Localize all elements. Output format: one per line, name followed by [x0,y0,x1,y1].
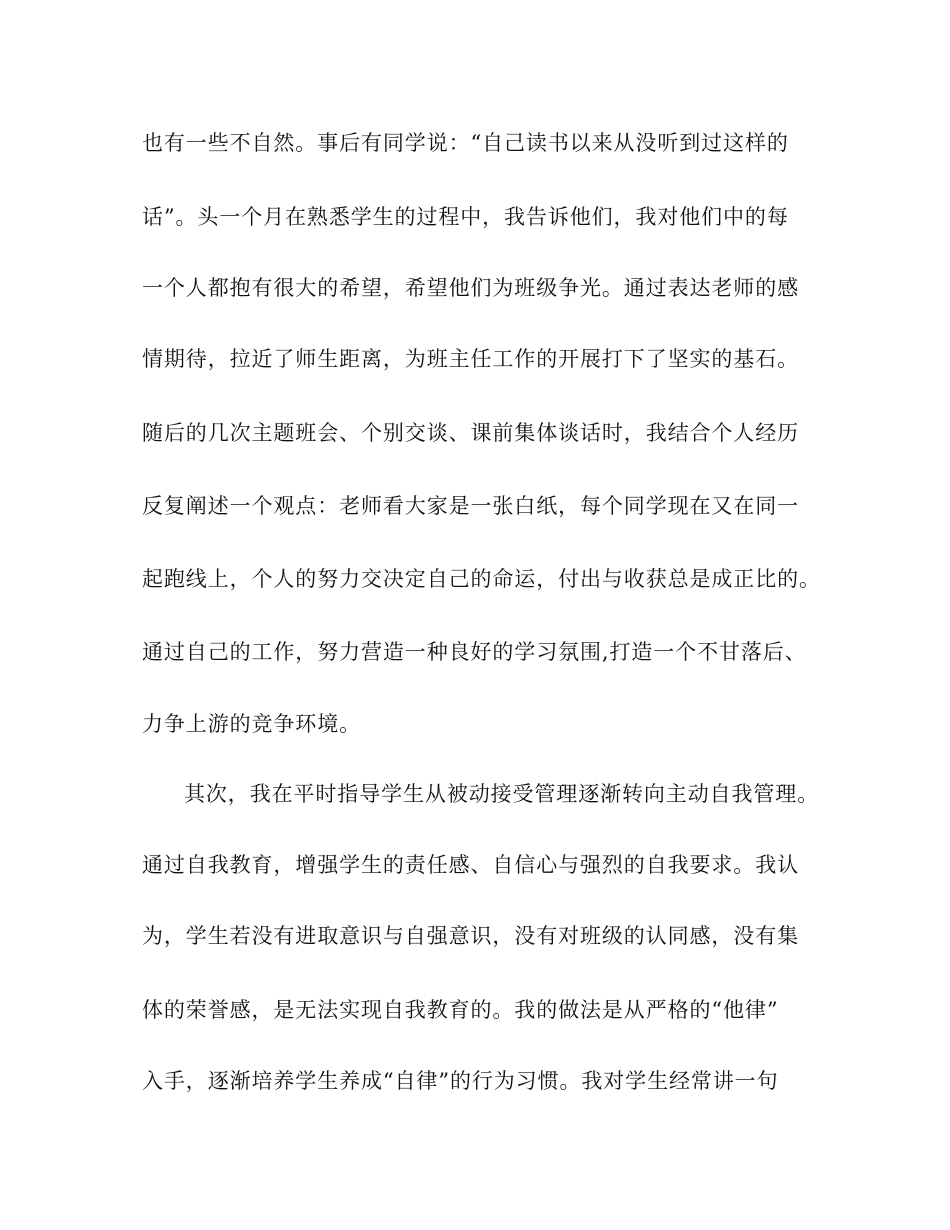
text-line-7: 起跑线上，个人的努力交决定自己的命运，付出与收获总是成正比的。 [142,567,821,591]
text-line-5: 随后的几次主题班会、个别交谈、课前集体谈话时，我结合个人经历 [142,421,799,445]
text-line-9: 力争上游的竞争环境。 [142,712,361,736]
text-line-8: 通过自己的工作，努力营造一种良好的学习氛围,打造一个不甘落后、 [142,640,807,664]
text-line-14: 入手，逐渐培养学生养成“自律”的行为习惯。我对学生经常讲一句 [142,1069,779,1093]
text-line-4: 情期待，拉近了师生距离，为班主任工作的开展打下了坚实的基石。 [142,347,799,371]
paragraph-2-first-line: 其次，我在平时指导学生从被动接受管理逐渐转向主动自我管理。 [184,782,820,806]
text-line-2: 话”。头一个月在熟悉学生的过程中，我告诉他们，我对他们中的每 [142,205,789,229]
text-line-12: 为，学生若没有进取意识与自强意识，没有对班级的认同感，没有集 [142,924,799,948]
text-line-3: 一个人都抱有很大的希望，希望他们为班级争光。通过表达老师的感 [142,276,799,300]
text-line-11: 通过自我教育，增强学生的责任感、自信心与强烈的自我要求。我认 [142,853,799,877]
text-line-13: 体的荣誉感，是无法实现自我教育的。我的做法是从严格的“他律” [142,998,779,1022]
text-line-1: 也有一些不自然。事后有同学说：“自己读书以来从没听到过这样的 [142,131,789,155]
text-line-6: 反复阐述一个观点：老师看大家是一张白纸，每个同学现在又在同一 [142,494,799,518]
